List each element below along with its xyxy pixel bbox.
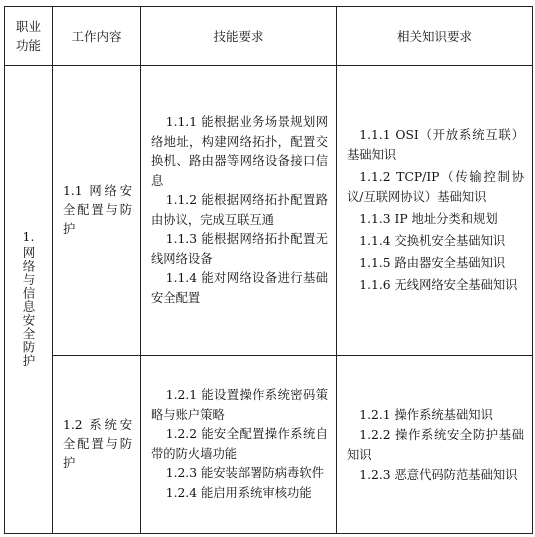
skill-item: 1.1.3 能根据网络拓扑配置无线网络设备 — [151, 232, 328, 266]
work-content-cell — [53, 66, 141, 356]
skill-item: 1.1.1 能根据业务场景规划网络地址，构建网络拓扑，配置交换机、路由器等网络设备接口信息 — [151, 115, 328, 188]
knowledge-item: 1.1.5 路由器安全基础知识 — [359, 255, 506, 270]
skill-item: 1.2.2 能安全配置操作系统自带的防火墙功能 — [151, 427, 328, 461]
skill-item: 1.1.4 能对网络设备进行基础安全配置 — [151, 271, 328, 305]
work-content-cell — [53, 356, 141, 534]
skill-standard-table — [4, 6, 533, 534]
knowledge-item: 1.1.6 无线网络安全基础知识 — [359, 277, 518, 292]
work-content: 1.2 系统安全配置与防护 — [63, 418, 132, 470]
knowledge-item: 1.2.2 操作系统安全防护基础知识 — [347, 427, 524, 462]
work-content: 1.1 网络安全配置与防护 — [63, 184, 132, 236]
skill-item: 1.1.2 能根据网络拓扑配置路由协议，完成互联互通 — [151, 193, 328, 227]
knowledge-cell — [337, 66, 533, 356]
function-number: 1. — [22, 228, 35, 244]
header-content: 工作内容 — [53, 7, 141, 66]
knowledge-item: 1.2.3 恶意代码防范基础知识 — [359, 467, 518, 482]
knowledge-item: 1.2.1 操作系统基础知识 — [359, 407, 493, 422]
knowledge-item: 1.1.4 交换机安全基础知识 — [359, 233, 506, 248]
skills-cell — [141, 356, 337, 534]
knowledge-item: 1.1.3 IP 地址分类和规划 — [359, 211, 498, 226]
knowledge-cell — [337, 356, 533, 534]
skill-item: 1.2.4 能启用系统审核功能 — [165, 485, 312, 500]
skill-item: 1.2.3 能安装部署防病毒软件 — [165, 466, 324, 480]
header-knowledge: 相关知识要求 — [337, 7, 533, 66]
table-row — [5, 66, 533, 356]
function-name: 网络与信息安全防护 — [21, 245, 36, 368]
knowledge-item: 1.1.2 TCP/IP（传输控制协议/互联网协议）基础知识 — [347, 169, 524, 204]
function-cell — [5, 66, 53, 534]
header-function: 职业功能 — [5, 7, 53, 66]
skills-cell — [141, 66, 337, 356]
table-row — [5, 356, 533, 534]
table-header-row — [5, 7, 533, 66]
knowledge-item: 1.1.1 OSI（开放系统互联）基础知识 — [347, 127, 524, 162]
header-skills: 技能要求 — [141, 7, 337, 66]
skill-item: 1.2.1 能设置操作系统密码策略与账户策略 — [151, 388, 328, 422]
